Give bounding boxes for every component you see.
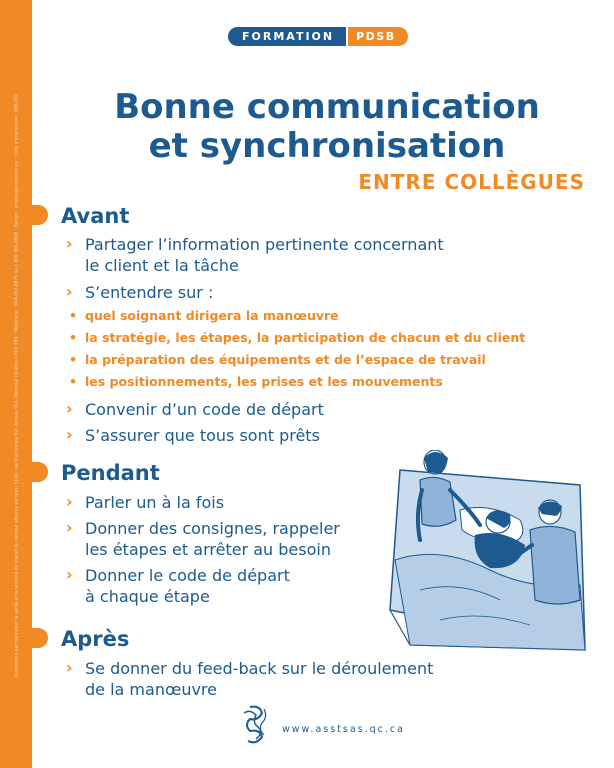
- section-pendant-heading: [30, 461, 160, 485]
- title-line-1: Bonne communication: [114, 87, 540, 127]
- sub-bullet-item: [66, 371, 586, 393]
- page-title: [40, 88, 614, 166]
- chevron-right-icon: ›: [66, 282, 73, 301]
- badge-formation: FORMATION: [228, 27, 346, 46]
- list-item-text: S’entendre sur :: [85, 283, 214, 302]
- list-item-text: Parler un à la fois: [85, 493, 225, 512]
- section-apres-heading: [30, 627, 129, 651]
- list-item: [66, 518, 376, 560]
- pendant-list: [66, 492, 376, 607]
- list-item-text: les étapes et arrêter au besoin: [85, 540, 331, 559]
- section-tab-marker: [30, 205, 48, 225]
- chevron-right-icon: ›: [66, 518, 73, 537]
- list-item-text: le client et la tâche: [85, 256, 239, 275]
- sub-bullet-item: [66, 349, 586, 371]
- sub-bullet-text: la préparation des équipements et de l’espace de travail: [85, 352, 486, 367]
- section-avant-title: Avant: [61, 204, 130, 228]
- page-subtitle: ENTRE COLLÈGUES: [358, 170, 585, 194]
- list-item-text: S’assurer que tous sont prêts: [85, 426, 320, 445]
- chevron-right-icon: ›: [66, 565, 73, 584]
- badge-pdsb: PDSB: [348, 27, 408, 46]
- list-item: [66, 658, 586, 700]
- sub-bullet-text: la stratégie, les étapes, la participation de chacun et du client: [85, 330, 526, 345]
- section-apres-title: Après: [61, 627, 130, 651]
- bullet-dot-icon: •: [69, 374, 77, 389]
- list-item-text: Se donner du feed-back sur le déroulement: [85, 659, 434, 678]
- list-item-text: à chaque étape: [85, 587, 210, 606]
- section-avant-heading: [30, 204, 129, 228]
- caregivers-illustration: [380, 450, 595, 655]
- chevron-right-icon: ›: [66, 399, 73, 418]
- sub-bullet-item: [66, 327, 586, 349]
- list-item-text: Partager l’information pertinente concernant: [85, 235, 444, 254]
- list-item-text: Donner des consignes, rappeler: [85, 519, 340, 538]
- website-link[interactable]: www.asstsas.qc.ca: [282, 723, 405, 735]
- chevron-right-icon: ›: [66, 658, 73, 677]
- list-item-text: Convenir d’un code de départ: [85, 400, 324, 419]
- avant-list: [66, 234, 586, 446]
- sub-bullet-text: les positionnements, les prises et les mouvements: [85, 374, 443, 389]
- list-item-text: Donner le code de départ: [85, 566, 290, 585]
- sub-bullet-text: quel soignant dirigera la manœuvre: [85, 308, 339, 323]
- section-pendant-title: Pendant: [61, 461, 160, 485]
- chevron-right-icon: ›: [66, 492, 73, 511]
- list-item: [66, 425, 586, 446]
- chevron-right-icon: ›: [66, 425, 73, 444]
- chevron-right-icon: ›: [66, 234, 73, 253]
- formation-badge: [228, 27, 408, 46]
- footer: [240, 703, 405, 747]
- list-item: [66, 282, 586, 303]
- section-tab-marker: [30, 628, 48, 648]
- bullet-dot-icon: •: [69, 308, 77, 323]
- section-tab-marker: [30, 462, 48, 482]
- side-fine-print: Association paritaire pour la santé et la sécurité du travail du secteur affaires sociales, 5100, rue Sherbrooke Est, bureau 950, Montréal (Québec) H1V 3R9 · Téléphone : 514-253-6871 ou 1 800 361-4528 · Design : artplus@videotron.ca · Code d'impression : ASS-072: [13, 93, 19, 678]
- bullet-dot-icon: •: [69, 352, 77, 367]
- list-item: [66, 492, 376, 513]
- apres-list: [66, 658, 586, 700]
- list-item: [66, 565, 376, 607]
- bullet-dot-icon: •: [69, 330, 77, 345]
- list-item-text: de la manœuvre: [85, 680, 217, 699]
- title-line-2: et synchronisation: [148, 126, 506, 166]
- asstsas-logo-icon: [240, 703, 270, 747]
- list-item: [66, 234, 586, 276]
- sub-bullet-item: [66, 305, 586, 327]
- list-item: [66, 399, 586, 420]
